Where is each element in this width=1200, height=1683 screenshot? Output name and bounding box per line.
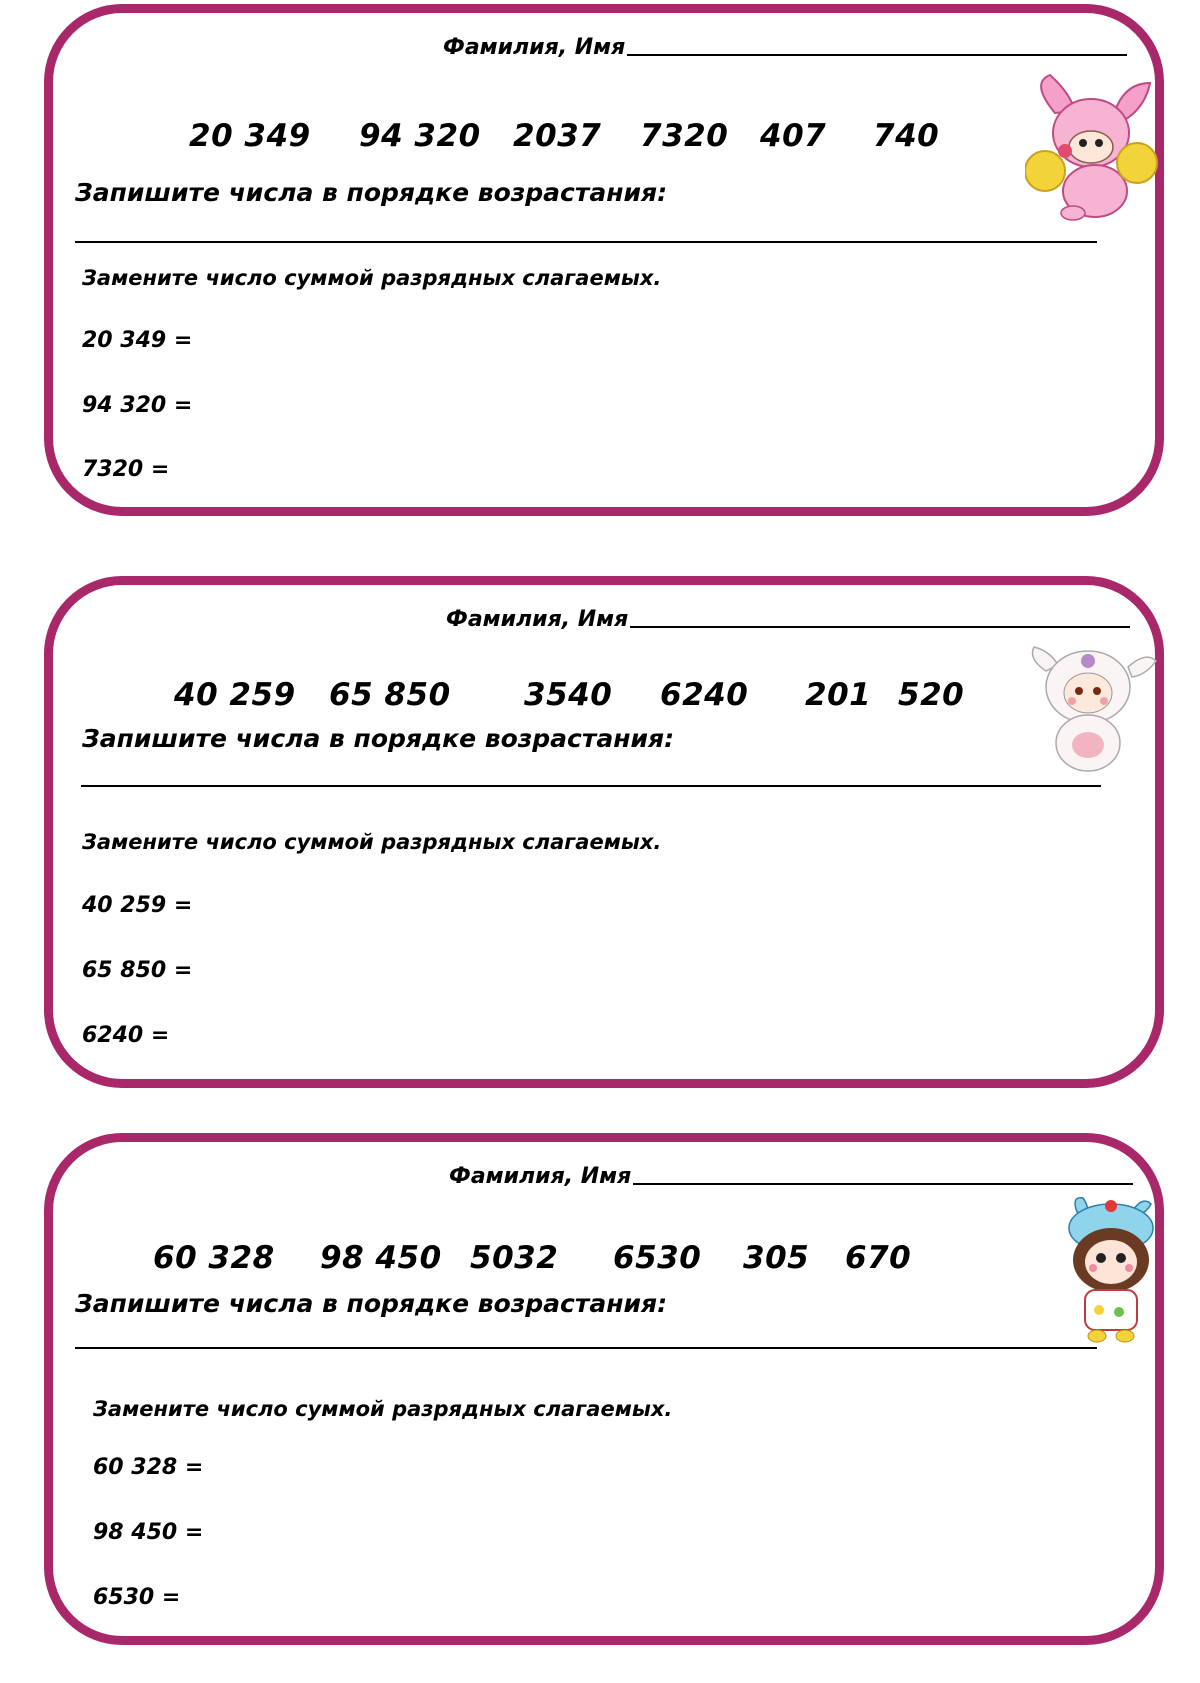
equation-line: 65 850 =: [82, 958, 193, 983]
subtask-heading: Замените число суммой разрядных слагаемых.: [93, 1397, 673, 1421]
number-item: 5032: [470, 1240, 559, 1276]
number-item: 6530: [613, 1240, 702, 1276]
blue-hat-doll-icon: [1063, 1194, 1159, 1344]
white-lamb-doll-icon: [1028, 641, 1158, 775]
equation-line: 94 320 =: [82, 393, 193, 418]
answer-line[interactable]: [75, 241, 1097, 243]
task-heading: Запишите числа в порядке возрастания:: [82, 724, 675, 753]
number-item: 40 259: [174, 677, 296, 713]
name-underline[interactable]: [630, 626, 1130, 628]
number-item: 7320: [640, 118, 729, 154]
worksheet-card-1: [44, 4, 1164, 516]
number-item: 670: [845, 1240, 912, 1276]
name-label: Фамилия, Имя: [446, 607, 629, 632]
name-field[interactable]: [449, 1164, 1133, 1189]
number-item: 60 328: [153, 1240, 275, 1276]
name-underline[interactable]: [633, 1183, 1133, 1185]
number-item: 520: [898, 677, 965, 713]
worksheet-card-3: [44, 1133, 1164, 1645]
subtask-heading: Замените число суммой разрядных слагаемых.: [82, 830, 662, 854]
number-item: 6240: [660, 677, 749, 713]
equation-line: 60 328 =: [93, 1455, 204, 1480]
equation-line: 98 450 =: [93, 1520, 204, 1545]
task-heading: Запишите числа в порядке возрастания:: [75, 1289, 668, 1318]
answer-line[interactable]: [75, 1347, 1097, 1349]
worksheet-card-2: [44, 576, 1164, 1088]
answer-line[interactable]: [81, 785, 1101, 787]
name-underline[interactable]: [627, 54, 1127, 56]
number-item: 3540: [524, 677, 613, 713]
task-heading: Запишите числа в порядке возрастания:: [75, 178, 668, 207]
subtask-heading: Замените число суммой разрядных слагаемых.: [82, 266, 662, 290]
number-item: 407: [760, 118, 827, 154]
name-field[interactable]: [446, 607, 1130, 632]
number-item: 20 349: [189, 118, 311, 154]
number-item: 740: [873, 118, 940, 154]
number-item: 201: [805, 677, 872, 713]
equation-line: 20 349 =: [82, 328, 193, 353]
number-item: 98 450: [320, 1240, 442, 1276]
equation-line: 6240 =: [82, 1023, 170, 1048]
name-label: Фамилия, Имя: [443, 35, 626, 60]
number-item: 2037: [513, 118, 602, 154]
name-label: Фамилия, Имя: [449, 1164, 632, 1189]
number-item: 305: [743, 1240, 810, 1276]
equation-line: 6530 =: [93, 1585, 181, 1610]
number-item: 65 850: [329, 677, 451, 713]
pink-creature-cheerleader-icon: [1025, 73, 1160, 223]
number-item: 94 320: [359, 118, 481, 154]
equation-line: 40 259 =: [82, 893, 193, 918]
name-field[interactable]: [443, 35, 1127, 60]
equation-line: 7320 =: [82, 457, 170, 482]
